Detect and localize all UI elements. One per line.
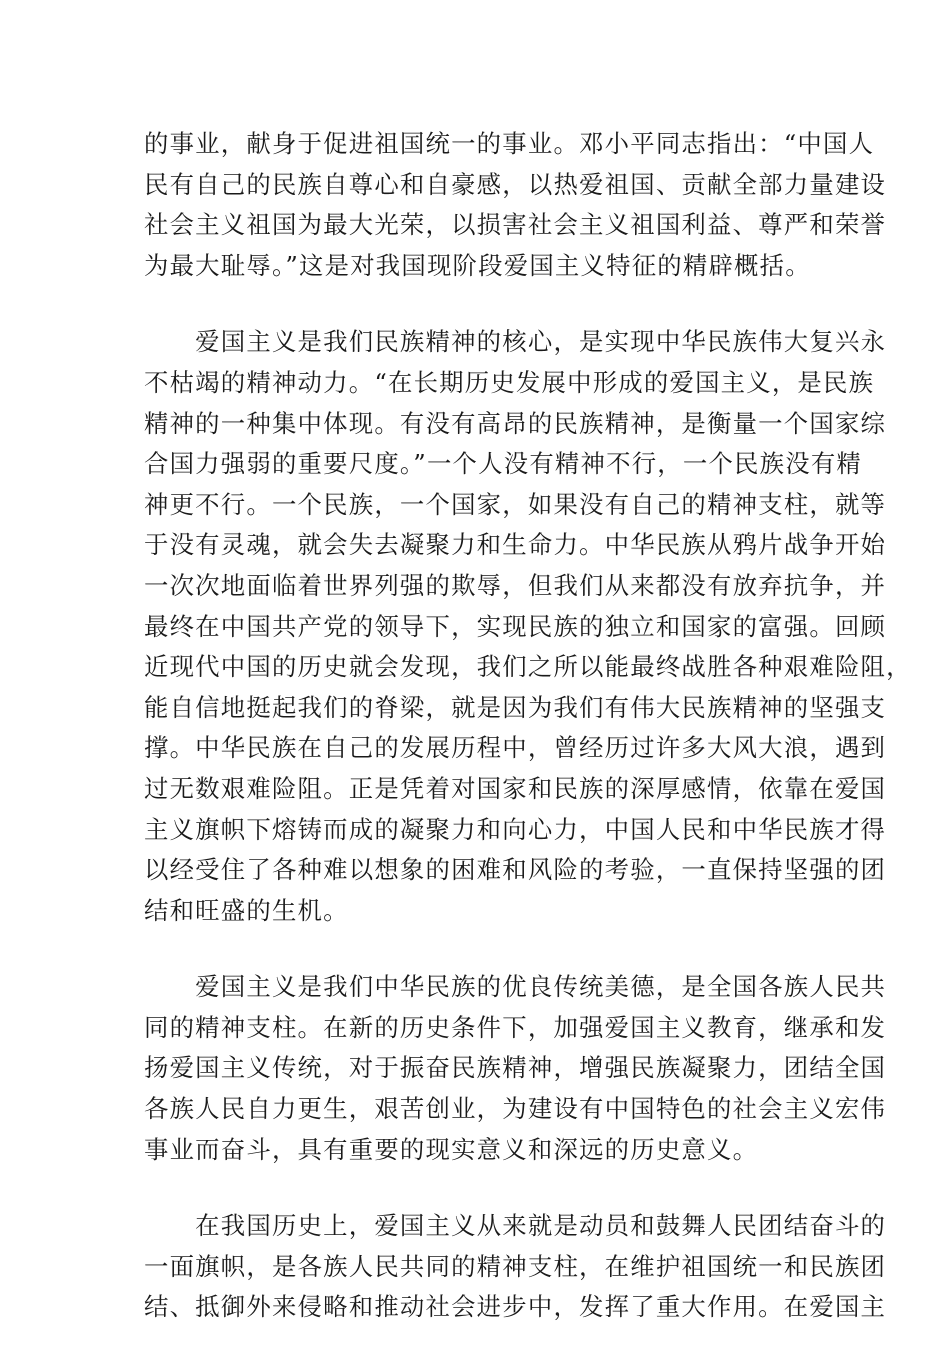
- text-line: 事业而奋斗，具有重要的现实意义和深远的历史意义。: [144, 1134, 759, 1164]
- paragraph-1: [144, 124, 887, 286]
- text-line: 过无数艰难险阻。正是凭着对国家和民族的深厚感情，依靠在爱国: [144, 773, 887, 803]
- text-line: 爱国主义是我们民族精神的核心，是实现中华民族伟大复兴永: [144, 327, 887, 357]
- text-line: 近现代中国的历史就会发现，我们之所以能最终战胜各种艰难险阻，: [144, 652, 912, 682]
- text-line: 最终在中国共产党的领导下，实现民族的独立和国家的富强。回顾: [144, 611, 887, 641]
- text-line: 以经受住了各种难以想象的困难和风险的考验，一直保持坚强的团: [144, 855, 887, 885]
- paragraph-2: [144, 322, 912, 931]
- text-line: 能自信地挺起我们的脊梁，就是因为我们有伟大民族精神的坚强支: [144, 692, 887, 722]
- text-line: 同的精神支柱。在新的历史条件下，加强爱国主义教育，继承和发: [144, 1012, 887, 1042]
- text-line: 结、抵御外来侵略和推动社会进步中，发挥了重大作用。在爱国主: [144, 1292, 887, 1322]
- text-line: 精神的一种集中体现。有没有高昂的民族精神，是衡量一个国家综: [144, 408, 887, 438]
- text-line: 不枯竭的精神动力。“在长期历史发展中形成的爱国主义，是民族: [144, 367, 875, 397]
- text-line: 于没有灵魂，就会失去凝聚力和生命力。中华民族从鸦片战争开始: [144, 530, 887, 560]
- text-line: 的事业，献身于促进祖国统一的事业。邓小平同志指出：“中国人: [144, 129, 875, 158]
- text-line: 各族人民自力更生，艰苦创业，为建设有中国特色的社会主义宏伟: [144, 1094, 887, 1124]
- text-line: 在我国历史上，爱国主义从来就是动员和鼓舞人民团结奋斗的: [144, 1211, 887, 1241]
- text-line: 扬爱国主义传统，对于振奋民族精神，增强民族凝聚力，团结全国: [144, 1053, 887, 1083]
- text-line: 为最大耻辱。”这是对我国现阶段爱国主义特征的精辟概括。: [144, 250, 811, 280]
- text-line: 撑。中华民族在自己的发展历程中，曾经历过许多大风大浪，遇到: [144, 733, 887, 763]
- text-line: 民有自己的民族自尊心和自豪感，以热爱祖国、贡献全部力量建设: [144, 169, 887, 199]
- text-line: 爱国主义是我们中华民族的优良传统美德，是全国各族人民共: [144, 972, 887, 1002]
- text-line: 神更不行。一个民族，一个国家，如果没有自己的精神支柱，就等: [144, 489, 887, 519]
- text-line: 合国力强弱的重要尺度。”一个人没有精神不行，一个民族没有精: [144, 449, 863, 479]
- text-line: 社会主义祖国为最大光荣，以损害社会主义祖国利益、尊严和荣誉: [144, 210, 887, 240]
- text-line: 一次次地面临着世界列强的欺辱，但我们从来都没有放弃抗争，并: [144, 570, 887, 600]
- text-line: 结和旺盛的生机。: [144, 895, 349, 925]
- text-line: 主义旗帜下熔铸而成的凝聚力和向心力，中国人民和中华民族才得: [144, 814, 887, 844]
- text-line: 一面旗帜，是各族人民共同的精神支柱，在维护祖国统一和民族团: [144, 1251, 887, 1281]
- paragraph-3: [144, 967, 887, 1170]
- paragraph-4: [144, 1206, 887, 1328]
- document-page: [144, 124, 912, 1364]
